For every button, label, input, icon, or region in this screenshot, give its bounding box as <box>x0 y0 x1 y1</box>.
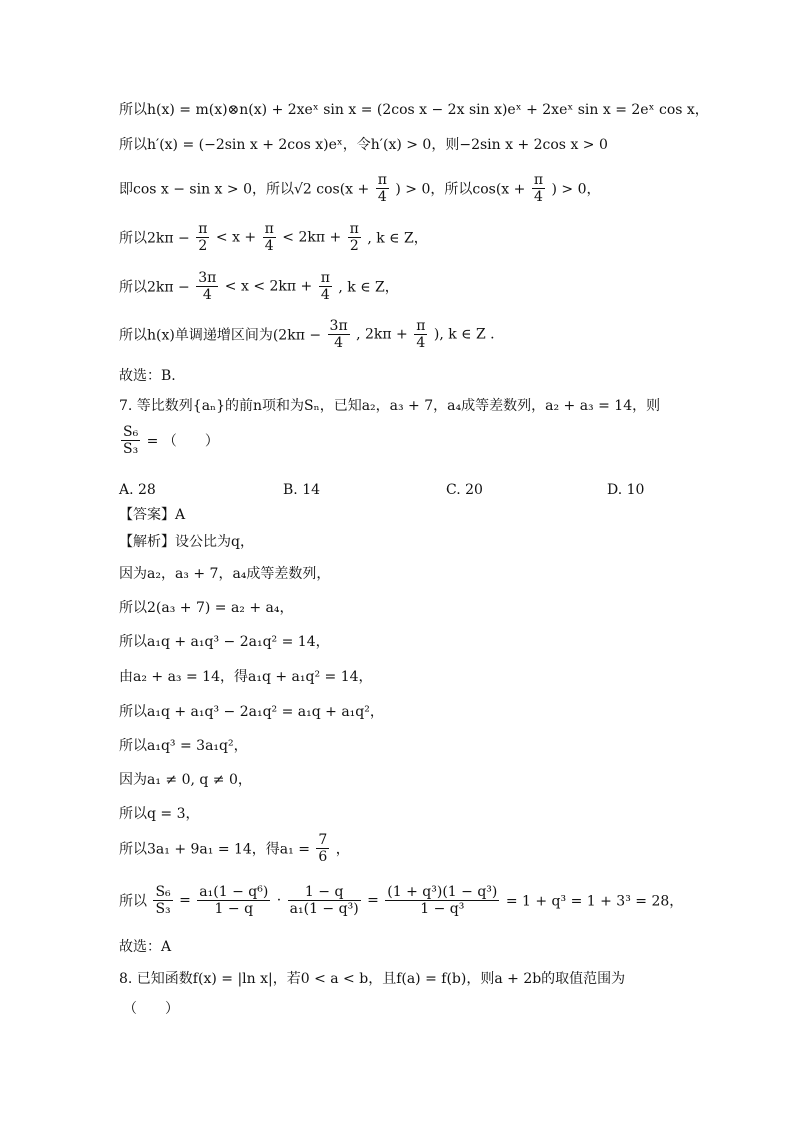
solution-line-cos-inequality <box>119 172 600 205</box>
question-7-stem: 7. 等比数列{aₙ}的前n项和为Sₙ，已知a₂，a₃ + 7，a₄成等差数列，a₂ + a₃ = 14，则 <box>119 398 661 414</box>
question-7-ratio <box>119 424 219 457</box>
fraction-pi-over-4: $\frac{\pi}{4}$ <box>377 172 387 205</box>
text-segment: , k ∈ Z， <box>367 230 428 247</box>
fraction-sum-formula: $\frac{\text{a₁(1 − q⁶)}}{1 - q}$ <box>199 884 269 917</box>
solution-line-derivative: 所以h′(x) = (−2sin x + 2cos x)eˣ，令h′(x) > 0，则−2sin x + 2cos x > 0 <box>119 137 608 153</box>
fraction-pi-over-4: $\frac{\pi}{4}$ <box>320 270 330 303</box>
solution-step: 由a₂ + a₃ = 14，得a₁q + a₁q² = 14， <box>119 669 373 685</box>
text-segment: · <box>276 892 282 909</box>
answer-label: 【答案】A <box>119 507 186 523</box>
text-segment: ), k ∈ Z . <box>433 326 495 343</box>
text-segment: = 1 + q³ = 1 + 3³ = 28， <box>505 893 684 910</box>
solution-step-ratio <box>119 884 683 917</box>
solution-step: 所以a₁q³ = 3a₁q²， <box>119 738 248 754</box>
question-8-blank: （ ） <box>123 1001 179 1017</box>
option-c: C. 20 <box>446 482 483 498</box>
text-segment: = <box>179 892 191 909</box>
fraction-pi-over-2: $\frac{\pi}{2}$ <box>198 221 208 254</box>
option-a: A. 28 <box>119 482 156 498</box>
answer-choice-line: 故选：B. <box>119 368 176 384</box>
text-segment: ) > 0，所以cos(x + <box>395 181 526 198</box>
text-segment: 所以 <box>119 893 147 910</box>
text-segment: 所以2kπ − <box>119 230 190 247</box>
fraction-simplified: $\frac{\text{(1 + q³)(1 − q³)}}{\text{1 − q³}}$ <box>387 884 498 917</box>
text-segment: < x + <box>215 229 257 246</box>
option-b: B. 14 <box>283 482 321 498</box>
text-segment: , 2kπ + <box>356 326 408 343</box>
text-segment: 所以2kπ − <box>119 279 190 296</box>
fraction-pi-over-4: $\frac{\pi}{4}$ <box>533 172 544 205</box>
solution-step: 所以2(a₃ + 7) = a₂ + a₄， <box>119 600 294 616</box>
solution-step: 所以a₁q + a₁q³ − 2a₁q² = a₁q + a₁q²， <box>119 704 384 720</box>
solution-line-h-expression: 所以h(x) = m(x)⊗n(x) + 2xeˣ sin x = (2cos x − 2x sin x)eˣ + 2xeˣ sin x = 2eˣ cos x， <box>119 102 709 118</box>
fraction-pi-over-2: $\frac{\pi}{2}$ <box>349 221 359 254</box>
text-segment: = （ ） <box>146 433 219 450</box>
option-d: D. 10 <box>607 482 645 498</box>
fraction-7-over-6: $\frac{7}{6}$ <box>318 832 328 865</box>
text-segment: 所以3a₁ + 9a₁ = 14，得a₁ = <box>119 841 310 858</box>
solution-step: 因为a₂，a₃ + 7，a₄成等差数列， <box>119 566 331 582</box>
solution-line-interval-1 <box>119 221 428 254</box>
solution-step: 因为a₁ ≠ 0, q ≠ 0， <box>119 772 252 788</box>
solution-line-interval-2 <box>119 270 399 303</box>
text-segment: ) > 0， <box>551 181 601 198</box>
fraction-pi-over-4: $\frac{\pi}{4}$ <box>416 318 426 351</box>
text-segment: ， <box>335 841 350 858</box>
analysis-label: 【解析】设公比为q， <box>119 534 254 550</box>
text-segment: 所以h(x)单调递增区间为(2kπ − <box>119 327 322 344</box>
fraction-3pi-over-4: $\frac{3\pi}{4}$ <box>329 318 348 351</box>
text-segment: < 2kπ + <box>282 229 342 246</box>
text-segment: 即cos x − sin x > 0，所以√2 cos(x + <box>119 181 370 198</box>
text-segment: < x < 2kπ + <box>224 278 313 295</box>
fraction-s6-over-s3: $\frac{\text{S₆}}{\text{S₃}}$ <box>123 424 139 457</box>
solution-step: 所以q = 3， <box>119 806 200 822</box>
solution-step: 所以a₁q + a₁q³ − 2a₁q² = 14， <box>119 634 330 650</box>
fraction-pi-over-4: $\frac{\pi}{4}$ <box>264 221 274 254</box>
fraction-inverse-sum: $\frac{1 - q}{\text{a₁(1 − q³)}}$ <box>289 884 359 917</box>
fraction-3pi-over-4: $\frac{3\pi}{4}$ <box>198 270 217 303</box>
text-segment: , k ∈ Z， <box>338 279 399 296</box>
fraction-s6-over-s3: $\frac{\text{S₆}}{\text{S₃}}$ <box>155 884 171 917</box>
answer-choice-line: 故选：A <box>119 939 172 955</box>
solution-line-increasing-interval <box>119 318 495 351</box>
text-segment: = <box>367 892 379 909</box>
question-8-stem: 8. 已知函数f(x) = |ln x|，若0 < a < b，且f(a) = f(b)，则a + 2b的取值范围为 <box>119 971 626 987</box>
solution-step-a1 <box>119 832 350 865</box>
